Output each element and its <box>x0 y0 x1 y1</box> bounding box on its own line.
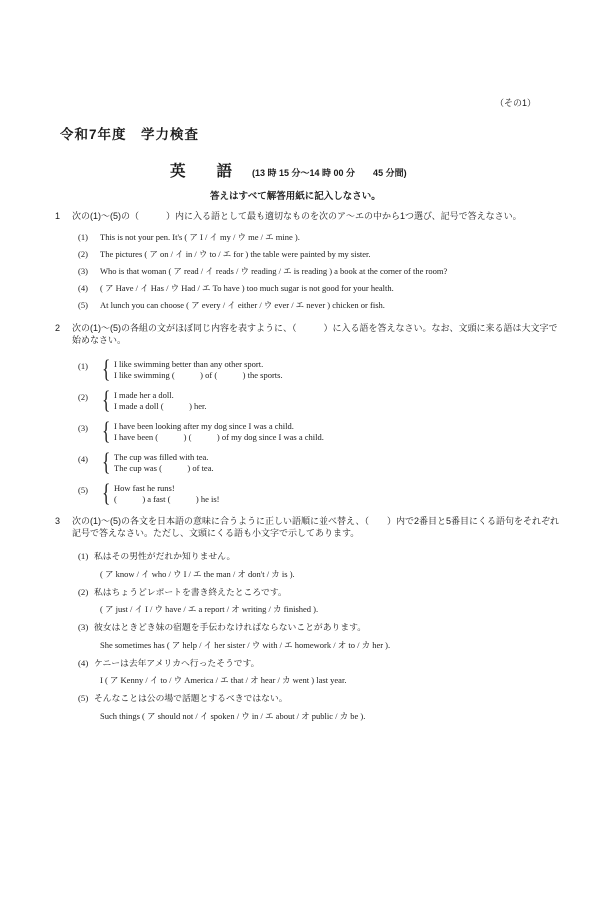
question-item <box>55 249 565 266</box>
section-1-heading <box>55 211 565 223</box>
japanese-sentence-row <box>78 587 565 598</box>
japanese-sentence-row <box>78 658 565 669</box>
section-number: 1 <box>55 211 61 221</box>
question-item <box>55 389 565 413</box>
section-3-items <box>55 551 565 721</box>
section-2 <box>55 323 565 513</box>
page-corner-label: （その1） <box>494 98 536 108</box>
item-text: This is not your pen. It's ( ア I / イ my / ウ me / エ mine ). <box>100 231 300 242</box>
section-1-items <box>55 232 565 317</box>
exam-title: 令和7年度 学力検査 <box>60 127 200 142</box>
item-number: (4) <box>78 454 88 464</box>
english-choices: ( ア know / イ who / ウ I / エ the man / オ don't / カ is ). <box>100 568 295 579</box>
item-number: (3) <box>78 265 88 276</box>
item-number: (1) <box>78 361 88 371</box>
english-choices: ( ア just / イ I / ウ have / エ a report / オ writing / カ finished ). <box>100 604 319 614</box>
english-choices: I ( ア Kenny / イ to / ウ America / エ that / オ hear / カ went ) last year. <box>100 675 347 685</box>
sentence-pair <box>114 390 565 412</box>
question-item <box>55 283 565 300</box>
section-2-heading <box>55 323 565 346</box>
subject-row <box>170 159 407 181</box>
sentence-pair <box>114 359 565 381</box>
question-item <box>55 266 565 283</box>
item-number: (5) <box>78 485 88 495</box>
section-prompt: 次の(1)～(5)の（ ）内に入る語として最も適切なものを次のア～エの中から1つ選び、記号で答えなさい。 <box>72 211 522 221</box>
japanese-sentence: そんなことは公の場で話題とするべきではない。 <box>94 693 288 703</box>
section-prompt: 次の(1)～(5)の各文を日本語の意味に合うように正しい語順に並べ替え、（ ）内で2番目と5番目にくる語句をそれぞれ記号で答えなさい。ただし、文頭にくる語も小文字で示してあります。 <box>72 516 560 538</box>
question-item <box>55 587 565 615</box>
sentence-original: I made her a doll. <box>114 390 174 400</box>
item-number: (2) <box>78 392 88 402</box>
section-prompt: 次の(1)～(5)の各組の文がほぼ同じ内容を表すように、（ ）に入る語を答えなさい。なお、文頭に来る語は大文字で始めなさい。 <box>72 323 558 345</box>
japanese-sentence: 私はちょうどレポートを書き終えたところです。 <box>94 586 287 597</box>
item-number: (5) <box>78 299 88 310</box>
brace-glyph: { <box>102 480 111 507</box>
item-number: (3) <box>78 622 89 632</box>
question-item <box>55 622 565 650</box>
exam-instruction: 答えはすべて解答用紙に記入しなさい。 <box>210 191 381 202</box>
brace-glyph: { <box>102 418 111 445</box>
item-text: ( ア Have / イ Has / ウ Had / エ To have ) too much sugar is not good for your health. <box>100 282 394 293</box>
question-item <box>55 658 565 686</box>
brace-glyph: { <box>102 387 111 414</box>
sentence-original: I have been looking after my dog since I was a child. <box>114 421 294 431</box>
question-item <box>55 451 565 475</box>
sentence-blank: The cup was ( ) of tea. <box>114 463 214 473</box>
item-number: (3) <box>78 423 88 433</box>
item-number: (2) <box>78 248 88 259</box>
section-3 <box>55 516 565 729</box>
question-item <box>55 482 565 506</box>
section-number: 2 <box>55 323 61 333</box>
sentence-original: I like swimming better than any other sport. <box>114 359 264 369</box>
japanese-sentence: 私はその男性がだれか知りません。 <box>94 551 236 561</box>
japanese-sentence: ケニーは去年アメリカへ行ったそうです。 <box>94 657 260 668</box>
sentence-pair <box>114 421 565 443</box>
item-number: (1) <box>78 231 88 242</box>
section-3-heading <box>55 516 565 539</box>
question-item <box>55 551 565 579</box>
japanese-sentence-row <box>78 551 565 562</box>
sentence-blank: ( ) a fast ( ) he is! <box>114 494 220 504</box>
question-item <box>55 358 565 382</box>
question-item <box>55 232 565 249</box>
english-choices: She sometimes has ( ア help / イ her sister / ウ with / エ homework / オ to / カ her ). <box>100 639 391 650</box>
brace-glyph: { <box>102 356 111 383</box>
item-number: (5) <box>78 693 89 703</box>
section-number: 3 <box>55 516 61 526</box>
section-1 <box>55 211 565 317</box>
japanese-sentence: 彼女はときどき妹の宿題を手伝わなければならないことがあります。 <box>94 622 367 632</box>
question-item <box>55 300 565 317</box>
english-choices: Such things ( ア should not / イ spoken / ウ in / エ about / オ public / カ be ). <box>100 710 366 721</box>
sentence-original: The cup was filled with tea. <box>114 452 209 462</box>
item-text: At lunch you can choose ( ア every / イ either / ウ ever / エ never ) chicken or fish. <box>100 299 385 310</box>
item-number: (4) <box>78 282 88 293</box>
exam-time-info: (13 時 15 分～14 時 00 分 45 分間) <box>252 168 407 178</box>
sentence-blank: I have been ( ) ( ) of my dog since I was a child. <box>114 432 324 442</box>
japanese-sentence-row <box>78 622 565 633</box>
item-text: The pictures ( ア on / イ in / ウ to / エ for ) the table were painted by my sister. <box>100 248 371 259</box>
question-item <box>55 693 565 721</box>
japanese-sentence-row <box>78 693 565 704</box>
sentence-pair <box>114 483 565 505</box>
item-number: (2) <box>78 586 89 597</box>
question-item <box>55 420 565 444</box>
section-2-items <box>55 358 565 506</box>
brace-glyph: { <box>102 449 111 476</box>
sentence-blank: I like swimming ( ) of ( ) the sports. <box>114 370 283 380</box>
item-text: Who is that woman ( ア read / イ reads / ウ reading / エ is reading ) a book at the corner of the room? <box>100 265 448 276</box>
sentence-original: How fast he runs! <box>114 483 175 493</box>
item-number: (4) <box>78 657 89 668</box>
sentence-blank: I made a doll ( ) her. <box>114 401 207 411</box>
item-number: (1) <box>78 551 89 561</box>
sentence-pair <box>114 452 565 474</box>
subject-title: 英 語 <box>170 163 233 180</box>
